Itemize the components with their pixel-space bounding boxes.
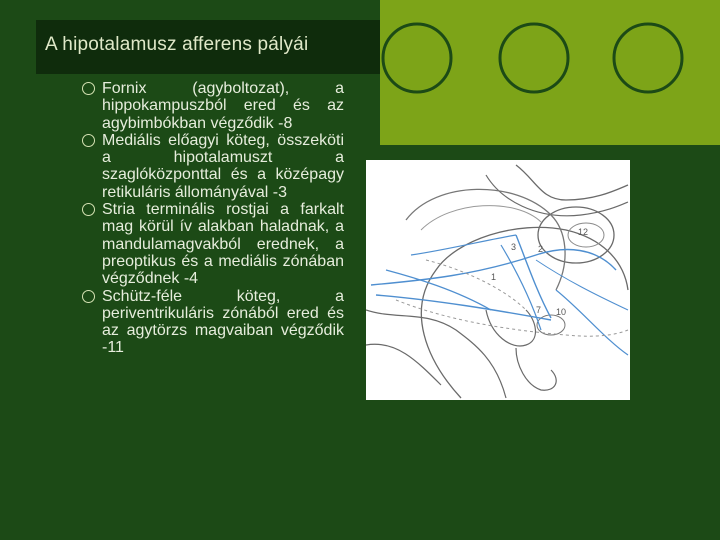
slide-title: A hipotalamusz afferens pályái: [45, 34, 309, 55]
diagram-pathway: [556, 290, 628, 355]
bullet-item: [82, 201, 344, 287]
diagram-dashed-path: [396, 300, 628, 336]
circle-outline-icon: [82, 290, 95, 303]
diagram-outline: [421, 227, 628, 398]
diagram-outline: [366, 310, 506, 398]
bullet-list: [82, 80, 344, 357]
diagram-pathway: [516, 235, 551, 318]
bullet-text: Fornix (agyboltozat), a hippokampuszból ered és az agybimbókban végződik -8: [102, 80, 344, 132]
bullet-item: [82, 132, 344, 201]
diagram-outline: [486, 175, 628, 216]
bullet-text: Stria terminális rostjai a farkalt mag körül ív alakban haladnak, a mandulamagvakból erednek, a preoptikus és a mediális zónában végződnek -4: [102, 201, 344, 288]
diagram-label: 3: [511, 242, 517, 252]
circle-outline-icon: [82, 82, 95, 95]
bullet-text: Mediális előagyi köteg, összeköti a hipotalamuszt a szaglóközponttal és a középagy retikuláris állományával -3: [102, 131, 344, 201]
circle-outline-icon: [82, 203, 95, 216]
diagram-label: 12: [578, 227, 589, 237]
bullet-item: [82, 80, 344, 132]
bullet-text: Schütz-féle köteg, a periventrikuláris zónából ered és az agytörzs magvaiban végződik -11: [102, 287, 344, 357]
diagram-outline: [516, 165, 628, 200]
accent-panel: [380, 0, 720, 145]
diagram-label: 7: [536, 305, 542, 315]
hypothalamus-diagram: [366, 160, 630, 400]
diagram-pathway: [411, 235, 516, 255]
diagram-label: 2: [538, 244, 544, 254]
diagram-fornix: [421, 206, 541, 230]
diagram-pathway: [376, 295, 551, 320]
diagram-label: 10: [556, 307, 567, 317]
circle-outline-icon: [82, 134, 95, 147]
diagram-label: 1: [491, 272, 497, 282]
bullet-item: [82, 288, 344, 357]
diagram-fornix: [406, 189, 565, 290]
diagram-pathway: [386, 270, 491, 310]
diagram-pituitary: [516, 348, 556, 390]
